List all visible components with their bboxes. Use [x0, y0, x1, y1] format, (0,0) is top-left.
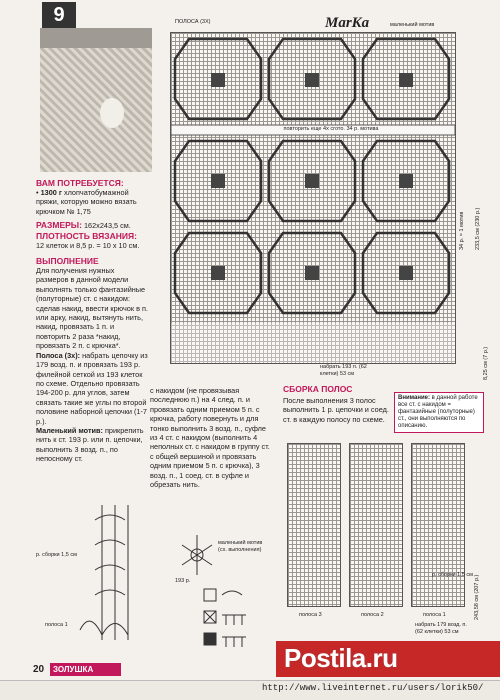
stripe-chart: [170, 32, 456, 364]
repeat-note: повторить еще 4x сгото. 34 р. мотива: [283, 126, 379, 132]
motif-cross: [305, 73, 319, 87]
collect-note: набрать 193 п. (62 клетки) 53 см: [320, 364, 367, 377]
motif-small-label: маленький мотив (сх. выполнения): [218, 540, 263, 553]
assembly-row-label: р. сборки 1,5 см: [432, 572, 473, 578]
page-number-badge: 9: [42, 2, 76, 28]
execution-heading: ВЫПОЛНЕНИЕ: [36, 256, 99, 267]
attention-heading: Внимание:: [398, 395, 430, 401]
motif-rows-label: 34 р. = 1 мотив: [459, 211, 465, 250]
motif-cross: [211, 174, 225, 188]
execution-text: Для получения нужных размеров в данной модели выполнять только фантазийные (полуторные) ст. с накидом: сделав накид, ввести крючок в п. или арку, накид, вытянуть нить, накид, провязать 1 п. и повторить 2 раза *накид, провязать 2 п. с крючка*.: [36, 266, 148, 351]
attention-note: [394, 392, 484, 433]
legend-symbols: [202, 585, 262, 660]
assembly-stripe-1-label: полоса 1: [423, 612, 446, 618]
footer-magazine: ЗОЛУШКА: [50, 663, 121, 676]
motif-label: маленький мотив: [390, 22, 435, 28]
materials-text: • 1300 г хлопчатобумажной пряжи, которую можно вязать крючком № 1,75: [36, 188, 137, 216]
sizes-text: 162х243,5 см.: [84, 221, 131, 231]
legend-empty-cell: [204, 589, 216, 601]
motif-cross: [211, 266, 225, 280]
assembly-stripe-2-label: полоса 2: [361, 612, 384, 618]
sizes-heading: РАЗМЕРЫ:: [36, 220, 82, 231]
assembly-text: После выполнения 3 полос выполнить 1 р. цепочки и соед. ст. в каждую полосу по схеме.: [283, 396, 389, 424]
total-length-label: 233,5 см (230 р.): [475, 207, 481, 250]
motif-spokes: [182, 535, 212, 575]
legend-stitches: [222, 615, 246, 625]
motif-cross: [399, 266, 413, 280]
left-stripe-label: полоса 1: [45, 622, 68, 628]
doll-shape: [100, 98, 124, 128]
density-heading: ПЛОТНОСТЬ ВЯЗАНИЯ:: [36, 230, 137, 241]
stripe-heading: Полоса (3х):: [36, 350, 81, 360]
corner-length-label: 8,25 см (7 р.): [483, 346, 489, 380]
source-url[interactable]: http://www.liveinternet.ru/users/lorik50/: [262, 683, 484, 693]
small-motif-drawing: [172, 530, 222, 580]
footer-page-number: 20: [33, 664, 45, 675]
motif-text: прикрепить нить к ст. 193 р. или п. цепочки, выполнить 3 возд. п., по непосному ст.: [36, 425, 144, 464]
stripe-title: ПОЛОСА (3Х): [175, 19, 211, 25]
motif-cross: [305, 174, 319, 188]
density-text: 12 клеток и 8,5 р. = 10 х 10 см.: [36, 240, 140, 250]
assembly-stripe-3-label: полоса 3: [299, 612, 322, 618]
motif-cross: [305, 266, 319, 280]
legend-stitches-2: [222, 637, 246, 647]
middle-text: с накидом (не провязывая последнюю п.) на 4 след. п. и провязать одним приемом 5 п. с крючка, работу повернуть и для тонко выполнить 3 возд. п., суфле из 4 ст. с накидом (выполнить 4 неполных ст. с накидом в группу ст. с общей вершиной и провязать одним приемом 5 п. с крючка), 3 возд. п., 1 соед. ст. в суфле и обрезать нить.: [150, 386, 270, 490]
count-193-label: 193 р.: [175, 578, 191, 584]
watermark-text: Postila.ru: [284, 643, 398, 673]
stripe-text: набрать цепочку из 179 возд. п. и провязать 193 р. филейной сеткой из 193 клеток по схеме. Отдельно провязать 194-200 р. для углов, затем связать такие же углы по второй половине наборной цепочки (1-7 р.).: [36, 350, 148, 426]
legend-arc: [222, 591, 242, 595]
legend-filled-cell: [204, 633, 216, 645]
product-photo: [40, 28, 152, 172]
brand-logo: MarKa: [325, 15, 370, 31]
attention-text: в данной работе все ст. с накидом = фантазийные (полуторные) ст., они выполняются по описанию.: [398, 395, 478, 429]
legend-cross: [204, 611, 216, 623]
assembly-width-label: 243,58 см (207 р.): [474, 574, 480, 620]
edge-columns: [102, 505, 128, 640]
blanket-shape: [40, 48, 152, 172]
materials-heading: ВАМ ПОТРЕБУЕТСЯ:: [36, 178, 124, 188]
motif-heading: Маленький мотив:: [36, 425, 103, 435]
assembly-collect-label: набрать 179 возд. п. (62 клетки) 53 см: [415, 622, 467, 635]
assembly-heading: СБОРКА ПОЛОС: [283, 384, 353, 394]
edge-arcs: [95, 515, 125, 595]
assembly-stripe-1: [411, 443, 465, 607]
chart-motifs: [171, 33, 455, 363]
assembly-stripe-3: [287, 443, 341, 607]
left-row-label: р. сборки 1,5 см: [36, 552, 77, 558]
edge-loops: [80, 621, 128, 635]
motif-cross: [399, 73, 413, 87]
motif-cross: [399, 174, 413, 188]
bottom-rows: [171, 323, 455, 363]
assembly-stripe-2: [349, 443, 403, 607]
motif-cross: [211, 73, 225, 87]
